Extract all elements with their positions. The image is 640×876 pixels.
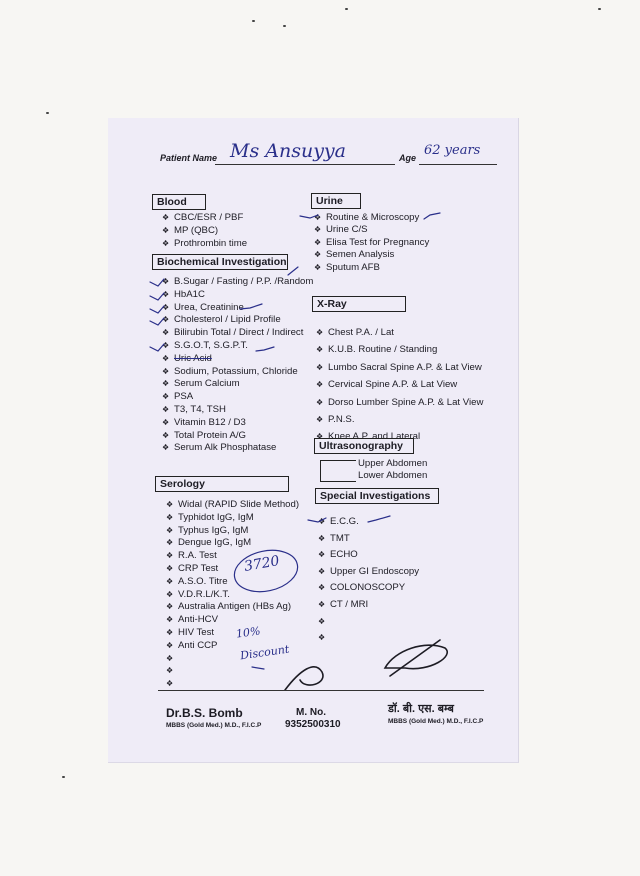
diamond-bullet-icon: ❖ <box>162 443 170 453</box>
list-item: ❖ CT / MRI <box>318 597 419 614</box>
diamond-bullet-icon: ❖ <box>162 404 170 414</box>
list-item: ❖ Routine & Microscopy <box>314 212 420 223</box>
list-item: ❖ Chest P.A. / Lat <box>316 324 483 341</box>
tick-mark <box>256 347 274 351</box>
list-item: ❖ Total Protein A/G <box>162 429 246 441</box>
list-item: ❖ HIV Test <box>166 626 215 638</box>
lower-abdomen-label: Lower Abdomen <box>358 470 428 481</box>
list-item: ❖ TMT <box>318 531 419 548</box>
footer-divider <box>158 690 484 691</box>
list-item: ❖ Upper GI Endoscopy <box>318 564 419 581</box>
list-item: ❖ T3, T4, TSH <box>162 403 226 415</box>
list-item: ❖ P.N.S. <box>316 411 483 428</box>
list-item: ❖ R.A. Test <box>166 550 217 562</box>
diamond-bullet-icon: ❖ <box>166 576 174 586</box>
mobile-label: M. No. <box>296 707 326 718</box>
tick-mark <box>150 344 164 351</box>
section-xray-title: X-Ray <box>312 296 406 312</box>
tick-mark <box>424 213 440 219</box>
list-item: ❖ Widal (RAPID Slide Method) <box>166 499 300 510</box>
list-item: ❖ B.Sugar / Fasting / P.P. /Random <box>162 276 314 287</box>
list-item: ❖ HbA1C <box>162 288 205 300</box>
diamond-bullet-icon: ❖ <box>166 512 174 522</box>
diamond-bullet-icon: ❖ <box>162 289 170 299</box>
diamond-bullet-icon: ❖ <box>314 262 322 272</box>
list-item: ❖ E.C.G. <box>318 514 419 531</box>
diamond-bullet-icon: ❖ <box>162 213 170 222</box>
diamond-bullet-icon: ❖ <box>162 366 170 376</box>
section-urine-title: Urine <box>311 193 361 209</box>
diamond-bullet-icon: ❖ <box>166 538 174 548</box>
upper-abdomen-label: Upper Abdomen <box>358 458 428 469</box>
list-item: ❖ PSA <box>162 391 194 403</box>
handwritten-amount: 3720 <box>242 553 281 575</box>
list-item: ❖ Vitamin B12 / D3 <box>162 416 246 428</box>
list-item: ❖ Urine C/S <box>314 224 368 236</box>
diamond-bullet-icon: ❖ <box>314 237 322 247</box>
tick-mark <box>150 293 164 300</box>
diamond-bullet-icon: ❖ <box>166 551 174 561</box>
list-item: ❖ Uric Acid <box>162 352 212 364</box>
tick-mark <box>368 516 390 522</box>
section-biochem-title: Biochemical Investigation <box>152 254 288 270</box>
diamond-bullet-icon: ❖ <box>316 397 324 407</box>
list-item: ❖ Dengue IgG, IgM <box>166 537 252 549</box>
age-label: Age <box>399 153 417 163</box>
tick-mark <box>240 304 262 309</box>
diamond-bullet-icon: ❖ <box>162 353 170 363</box>
list-item: ❖ Prothrombin time <box>162 237 248 249</box>
diamond-bullet-icon: ❖ <box>162 277 170 286</box>
list-item: ❖ Knee A.P. and Lateral <box>316 428 483 445</box>
list-item: ❖ Cervical Spine A.P. & Lat View <box>316 376 483 393</box>
section-serology-title: Serology <box>155 476 289 492</box>
diamond-bullet-icon: ❖ <box>166 589 174 599</box>
mobile-number: 9352500310 <box>285 719 341 730</box>
diamond-bullet-icon: ❖ <box>316 362 324 372</box>
list-item: ❖ Australia Antigen (HBs Ag) <box>166 601 292 613</box>
diamond-bullet-icon: ❖ <box>166 653 174 663</box>
diamond-bullet-icon: ❖ <box>316 328 324 337</box>
diamond-bullet-icon: ❖ <box>166 666 174 676</box>
diamond-bullet-icon: ❖ <box>166 627 174 637</box>
diamond-bullet-icon: ❖ <box>162 417 170 427</box>
list-item: ❖ Anti-HCV <box>166 614 218 626</box>
section-blood-title: Blood <box>152 194 206 210</box>
tick-mark <box>300 215 318 218</box>
list-item: ❖ Cholesterol / Lipid Profile <box>162 314 281 326</box>
diamond-bullet-icon: ❖ <box>166 500 174 509</box>
diamond-bullet-icon: ❖ <box>318 566 326 576</box>
list-item: ❖ Serum Alk Phosphatase <box>162 442 277 454</box>
diamond-bullet-icon: ❖ <box>318 550 326 560</box>
diamond-bullet-icon: ❖ <box>162 340 170 350</box>
list-item: ❖ Typhus IgG, IgM <box>166 524 249 536</box>
diamond-bullet-icon: ❖ <box>162 392 170 402</box>
list-item: ❖ Anti CCP <box>166 639 218 651</box>
diamond-bullet-icon: ❖ <box>316 414 324 424</box>
diamond-bullet-icon: ❖ <box>318 517 326 526</box>
diamond-bullet-icon: ❖ <box>316 432 324 442</box>
section-ultrasound-title: Ultrasonography <box>314 438 414 454</box>
tick-mark <box>150 279 164 286</box>
diamond-bullet-icon: ❖ <box>318 533 326 543</box>
list-item: ❖ COLONOSCOPY <box>318 580 419 597</box>
list-item: ❖ Sodium, Potassium, Chloride <box>162 365 298 377</box>
handwritten-discount-percent: 10% <box>235 624 262 641</box>
list-item: ❖ Sputum AFB <box>314 261 380 273</box>
tick-mark <box>150 306 164 313</box>
diamond-bullet-icon: ❖ <box>314 225 322 235</box>
list-item: ❖ Dorso Lumber Spine A.P. & Lat View <box>316 394 483 411</box>
list-item: ❖ CRP Test <box>166 562 219 574</box>
patient-name-label: Patient Name <box>160 153 218 163</box>
diamond-bullet-icon: ❖ <box>314 213 322 222</box>
doctor-name: Dr.B.S. Bomb <box>166 706 243 720</box>
diamond-bullet-icon: ❖ <box>162 328 170 338</box>
list-item: ❖ CBC/ESR / PBF <box>162 212 244 223</box>
section-special-title: Special Investigations <box>315 488 439 504</box>
diamond-bullet-icon: ❖ <box>162 430 170 440</box>
diamond-bullet-icon: ❖ <box>162 302 170 312</box>
diamond-bullet-icon: ❖ <box>314 250 322 260</box>
diamond-bullet-icon: ❖ <box>316 345 324 355</box>
signature-stroke <box>285 667 323 690</box>
list-item: ❖ Bilirubin Total / Direct / Indirect <box>162 327 304 339</box>
diamond-bullet-icon: ❖ <box>318 633 326 643</box>
doctor-name-hindi: डॉ. बी. एस. बम्ब <box>388 703 454 715</box>
doctor-qualifications: MBBS (Gold Med.) M.D., F.I.C.P <box>166 722 262 729</box>
list-item: ❖ K.U.B. Routine / Standing <box>316 341 483 358</box>
diamond-bullet-icon: ❖ <box>166 615 174 625</box>
diamond-bullet-icon: ❖ <box>166 525 174 535</box>
patient-name-value: Ms Ansuyya <box>230 140 346 162</box>
list-item: ❖ A.S.O. Titre <box>166 575 228 587</box>
list-item: ❖ S.G.O.T, S.G.P.T. <box>162 339 248 351</box>
diamond-bullet-icon: ❖ <box>162 238 170 248</box>
diamond-bullet-icon: ❖ <box>166 602 174 612</box>
diamond-bullet-icon: ❖ <box>162 315 170 325</box>
diamond-bullet-icon: ❖ <box>166 679 174 689</box>
diamond-bullet-icon: ❖ <box>318 616 326 626</box>
diamond-bullet-icon: ❖ <box>162 225 170 235</box>
list-item: ❖ Elisa Test for Pregnancy <box>314 236 430 248</box>
diamond-bullet-icon: ❖ <box>166 640 174 650</box>
list-item: ❖ Urea, Creatinine <box>162 301 244 313</box>
diamond-bullet-icon: ❖ <box>318 583 326 593</box>
list-item: ❖ MP (QBC) <box>162 224 219 236</box>
list-item: ❖ Serum Calcium <box>162 378 240 390</box>
signature-stroke <box>390 640 440 676</box>
list-item: ❖ V.D.R.L/K.T. <box>166 588 230 600</box>
tick-mark <box>150 318 164 325</box>
diamond-bullet-icon: ❖ <box>318 599 326 609</box>
list-item: ❖ Lumbo Sacral Spine A.P. & Lat View <box>316 359 483 376</box>
handwritten-discount-word: Discount <box>239 642 291 663</box>
list-item: ❖ ECHO <box>318 547 419 564</box>
list-item: ❖ Semen Analysis <box>314 249 395 261</box>
tick-mark <box>288 267 298 275</box>
doctor-qualifications-right: MBBS (Gold Med.) M.D., F.I.C.P <box>388 718 484 725</box>
tick-mark <box>308 518 326 522</box>
age-value: 62 years <box>424 143 481 158</box>
diamond-bullet-icon: ❖ <box>166 563 174 573</box>
diamond-bullet-icon: ❖ <box>162 379 170 389</box>
diamond-bullet-icon: ❖ <box>316 380 324 390</box>
list-item: ❖ Typhidot IgG, IgM <box>166 511 254 523</box>
